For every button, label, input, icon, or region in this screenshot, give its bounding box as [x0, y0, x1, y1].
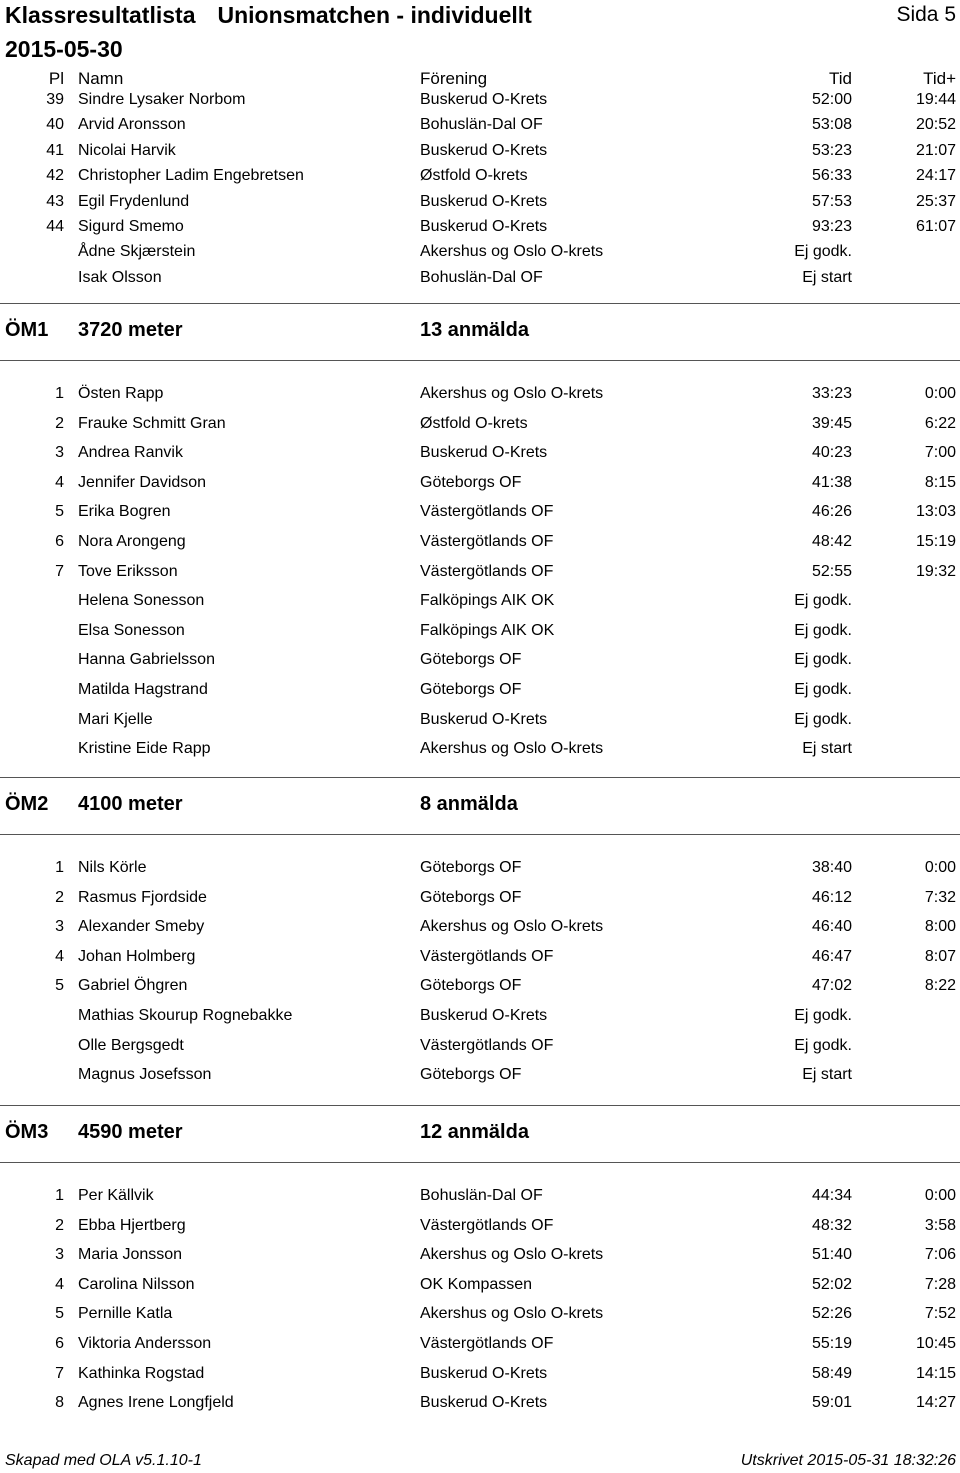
- cell-name: Rasmus Fjordside: [78, 888, 207, 906]
- cell-place: 6: [55, 1335, 64, 1352]
- cell-club: Akershus og Oslo O-krets: [420, 243, 604, 261]
- cell-name: Erika Bogren: [78, 503, 171, 521]
- result-row: [0, 413, 960, 435]
- cell-time: Ej godk.: [794, 651, 852, 669]
- cell-time-behind: 8:15: [924, 473, 956, 491]
- cell-time: 41:38: [811, 473, 852, 491]
- cell-name: Sindre Lysaker Norbom: [78, 91, 246, 108]
- result-row: [0, 442, 960, 464]
- cell-name: Kathinka Rogstad: [78, 1364, 205, 1382]
- column-header-name: Namn: [78, 69, 124, 88]
- cell-club: Buskerud O-Krets: [420, 91, 548, 108]
- cell-club: Bohuslän-Dal OF: [420, 116, 543, 134]
- cell-time: 51:40: [811, 1246, 852, 1264]
- cell-place: 6: [55, 533, 64, 550]
- cell-time: 46:40: [811, 918, 852, 936]
- cell-time: 52:26: [811, 1305, 852, 1323]
- cell-time: 33:23: [811, 385, 852, 402]
- cell-club: Göteborgs OF: [420, 681, 522, 698]
- result-row: [0, 1363, 960, 1385]
- cell-time: Ej start: [802, 740, 852, 758]
- column-header-place: Pl: [48, 69, 64, 88]
- cell-time-behind: 14:15: [915, 1364, 956, 1382]
- cell-time-behind: 19:32: [915, 562, 956, 580]
- cell-time-behind: 8:00: [924, 918, 956, 936]
- result-row: [0, 472, 960, 494]
- cell-place: 3: [55, 444, 64, 462]
- cell-name: Agnes Irene Longfjeld: [78, 1394, 234, 1412]
- result-row: [0, 383, 960, 405]
- cell-club: Västergötlands OF: [420, 562, 554, 580]
- cell-club: Göteborgs OF: [420, 977, 522, 995]
- cell-place: 4: [55, 473, 64, 491]
- cell-time: 53:08: [811, 116, 852, 134]
- result-row: [0, 191, 960, 213]
- cell-club: Akershus og Oslo O-krets: [420, 1246, 604, 1264]
- class-name: ÖM3: [5, 1121, 49, 1143]
- entry-count: 8 anmälda: [420, 793, 518, 815]
- cell-place: 3: [55, 918, 64, 936]
- result-row: [0, 561, 960, 583]
- column-header-time: Tid: [829, 69, 852, 88]
- page-number: Sida 5: [896, 3, 956, 26]
- result-row: [0, 590, 960, 612]
- cell-club: Falköpings AIK OK: [420, 592, 555, 610]
- cell-name: Magnus Josefsson: [78, 1066, 212, 1084]
- class-header: [0, 303, 960, 361]
- cell-name: Alexander Smeby: [78, 918, 205, 936]
- result-row: [0, 114, 960, 136]
- cell-time: Ej godk.: [794, 710, 852, 728]
- cell-club: Akershus og Oslo O-krets: [420, 1305, 604, 1323]
- cell-place: 41: [46, 141, 64, 159]
- result-row: [0, 165, 960, 187]
- result-row: [0, 1392, 960, 1414]
- cell-place: 8: [55, 1394, 64, 1412]
- result-row: [0, 679, 960, 701]
- cell-name: Pernille Katla: [78, 1305, 173, 1323]
- cell-time: 57:53: [811, 192, 852, 210]
- cell-club: Buskerud O-Krets: [420, 710, 548, 728]
- cell-name: Carolina Nilsson: [78, 1275, 195, 1293]
- cell-place: 40: [46, 116, 64, 134]
- cell-time: 46:12: [811, 888, 852, 906]
- cell-club: Østfold O-krets: [420, 414, 528, 432]
- cell-club: Buskerud O-Krets: [420, 1007, 548, 1024]
- entry-count: 13 anmälda: [420, 319, 529, 341]
- course-length: 4590 meter: [78, 1121, 183, 1143]
- cell-time-behind: 15:19: [915, 533, 956, 550]
- result-row: [0, 1035, 960, 1057]
- result-row: [0, 857, 960, 879]
- cell-name: Olle Bergsgedt: [78, 1036, 184, 1054]
- cell-name: Östen Rapp: [78, 385, 164, 402]
- cell-name: Kristine Eide Rapp: [78, 740, 211, 758]
- cell-time: 52:00: [811, 91, 852, 108]
- cell-name: Ebba Hjertberg: [78, 1216, 186, 1234]
- result-row: [0, 1303, 960, 1325]
- cell-place: 39: [46, 91, 64, 108]
- cell-time-behind: 0:00: [924, 1187, 956, 1204]
- cell-place: 2: [55, 888, 64, 906]
- cell-time-behind: 0:00: [924, 859, 956, 876]
- result-row: [0, 1215, 960, 1237]
- cell-time-behind: 7:00: [924, 444, 956, 462]
- result-row: [0, 709, 960, 731]
- cell-time-behind: 61:07: [915, 218, 956, 235]
- result-row: [0, 531, 960, 553]
- cell-time-behind: 21:07: [915, 141, 956, 159]
- cell-place: 2: [55, 1216, 64, 1234]
- cell-club: Buskerud O-Krets: [420, 1364, 548, 1382]
- cell-name: Jennifer Davidson: [78, 473, 207, 491]
- cell-name: Gabriel Öhgren: [78, 977, 188, 995]
- result-row: [0, 1244, 960, 1266]
- cell-time-behind: 7:06: [924, 1246, 956, 1264]
- result-row: [0, 975, 960, 997]
- cell-club: Akershus og Oslo O-krets: [420, 385, 604, 402]
- cell-club: Västergötlands OF: [420, 1216, 554, 1234]
- cell-time: Ej godk.: [794, 621, 852, 639]
- cell-time-behind: 10:45: [915, 1335, 956, 1352]
- footer-printed: Utskrivet 2015-05-31 18:32:26: [740, 1452, 956, 1469]
- result-row: [0, 140, 960, 162]
- course-length: 4100 meter: [78, 793, 183, 815]
- cell-place: 5: [55, 977, 64, 995]
- cell-place: 1: [55, 1187, 64, 1204]
- result-row: [0, 887, 960, 909]
- cell-time: Ej godk.: [794, 592, 852, 610]
- class-header: [0, 777, 960, 835]
- cell-club: Østfold O-krets: [420, 167, 528, 185]
- cell-club: Bohuslän-Dal OF: [420, 268, 543, 286]
- page-title: [5, 2, 532, 29]
- cell-club: Västergötlands OF: [420, 503, 554, 521]
- result-row: [0, 738, 960, 760]
- cell-place: 2: [55, 414, 64, 432]
- result-row: [0, 241, 960, 263]
- cell-name: Helena Sonesson: [78, 592, 205, 610]
- cell-name: Andrea Ranvik: [78, 444, 183, 462]
- column-header-club: Förening: [420, 69, 488, 88]
- cell-club: Göteborgs OF: [420, 859, 522, 876]
- cell-name: Per Källvik: [78, 1187, 154, 1204]
- cell-time: 46:26: [811, 503, 852, 521]
- cell-name: Elsa Sonesson: [78, 621, 185, 639]
- cell-time-behind: 19:44: [915, 91, 956, 108]
- cell-name: Hanna Gabrielsson: [78, 651, 215, 669]
- cell-place: 3: [55, 1246, 64, 1264]
- event-name: Unionsmatchen - individuellt: [217, 2, 532, 28]
- column-header-row: [0, 69, 960, 91]
- cell-place: 43: [46, 192, 64, 210]
- cell-club: Västergötlands OF: [420, 1335, 554, 1352]
- cell-place: 7: [55, 562, 64, 580]
- cell-time: 58:49: [811, 1364, 852, 1382]
- cell-name: Nora Arongeng: [78, 533, 186, 550]
- cell-time-behind: 7:32: [924, 888, 956, 906]
- result-row: [0, 1064, 960, 1086]
- cell-place: 4: [55, 1275, 64, 1293]
- cell-name: Mathias Skourup Rognebakke: [78, 1007, 293, 1024]
- cell-time-behind: 8:07: [924, 947, 956, 965]
- cell-place: 44: [46, 218, 64, 235]
- class-name: ÖM1: [5, 319, 49, 341]
- cell-time-behind: 7:28: [924, 1275, 956, 1293]
- cell-time-behind: 14:27: [915, 1394, 956, 1412]
- cell-name: Viktoria Andersson: [78, 1335, 212, 1352]
- cell-time-behind: 7:52: [924, 1305, 956, 1323]
- cell-time: 52:02: [811, 1275, 852, 1293]
- cell-time-behind: 20:52: [915, 116, 956, 134]
- cell-time: 59:01: [811, 1394, 852, 1412]
- cell-time: 40:23: [811, 444, 852, 462]
- cell-time: 46:47: [811, 947, 852, 965]
- cell-time-behind: 8:22: [924, 977, 956, 995]
- footer-software: Skapad med OLA v5.1.10-1: [5, 1452, 202, 1469]
- cell-place: 7: [55, 1364, 64, 1382]
- cell-club: Falköpings AIK OK: [420, 621, 555, 639]
- cell-time: 52:55: [811, 562, 852, 580]
- cell-name: Tove Eriksson: [78, 562, 178, 580]
- cell-time: 47:02: [811, 977, 852, 995]
- cell-club: Buskerud O-Krets: [420, 141, 548, 159]
- result-row: [0, 649, 960, 671]
- cell-time-behind: 3:58: [924, 1216, 956, 1234]
- cell-place: 4: [55, 947, 64, 965]
- entry-count: 12 anmälda: [420, 1121, 529, 1143]
- cell-time: 56:33: [811, 167, 852, 185]
- cell-club: Göteborgs OF: [420, 888, 522, 906]
- cell-name: Mari Kjelle: [78, 710, 153, 728]
- cell-time: 38:40: [811, 859, 852, 876]
- cell-time: 53:23: [811, 141, 852, 159]
- cell-club: Buskerud O-Krets: [420, 192, 548, 210]
- cell-club: Bohuslän-Dal OF: [420, 1187, 543, 1204]
- result-row: [0, 916, 960, 938]
- cell-name: Egil Frydenlund: [78, 192, 190, 210]
- cell-club: Västergötlands OF: [420, 947, 554, 965]
- result-row: [0, 1185, 960, 1207]
- result-row: [0, 267, 960, 289]
- cell-club: Buskerud O-Krets: [420, 444, 548, 462]
- cell-club: Göteborgs OF: [420, 473, 522, 491]
- class-header: [0, 1105, 960, 1163]
- cell-place: 42: [46, 167, 64, 185]
- cell-club: Västergötlands OF: [420, 533, 554, 550]
- cell-place: 1: [55, 385, 64, 402]
- cell-club: Västergötlands OF: [420, 1036, 554, 1054]
- cell-place: 5: [55, 1305, 64, 1323]
- cell-time: Ej godk.: [794, 1036, 852, 1054]
- cell-club: OK Kompassen: [420, 1275, 533, 1293]
- cell-time: 44:34: [811, 1187, 852, 1204]
- cell-time: 39:45: [811, 414, 852, 432]
- cell-name: Johan Holmberg: [78, 947, 196, 965]
- result-row: [0, 946, 960, 968]
- cell-time: Ej start: [802, 1066, 852, 1084]
- cell-time-behind: 24:17: [915, 167, 956, 185]
- result-row: [0, 501, 960, 523]
- cell-time: Ej start: [802, 268, 852, 286]
- result-row: [0, 1333, 960, 1355]
- cell-time-behind: 0:00: [924, 385, 956, 402]
- cell-time: Ej godk.: [794, 243, 852, 261]
- cell-time: 48:42: [811, 533, 852, 550]
- cell-time-behind: 25:37: [915, 192, 956, 210]
- cell-place: 5: [55, 503, 64, 521]
- cell-name: Christopher Ladim Engebretsen: [78, 167, 304, 185]
- class-name: ÖM2: [5, 793, 49, 815]
- cell-club: Akershus og Oslo O-krets: [420, 740, 604, 758]
- result-row: [0, 89, 960, 111]
- course-length: 3720 meter: [78, 319, 183, 341]
- cell-name: Frauke Schmitt Gran: [78, 414, 226, 432]
- cell-name: Matilda Hagstrand: [78, 681, 208, 698]
- cell-name: Maria Jonsson: [78, 1246, 183, 1264]
- cell-time-behind: 13:03: [915, 503, 956, 521]
- cell-place: 1: [55, 859, 64, 876]
- result-row: [0, 1005, 960, 1027]
- result-row: [0, 216, 960, 238]
- cell-name: Isak Olsson: [78, 268, 162, 286]
- cell-name: Arvid Aronsson: [78, 116, 186, 134]
- cell-club: Göteborgs OF: [420, 651, 522, 669]
- cell-club: Göteborgs OF: [420, 1066, 522, 1084]
- cell-time: 55:19: [811, 1335, 852, 1352]
- cell-time: Ej godk.: [794, 1007, 852, 1024]
- column-header-time-behind: Tid+: [923, 69, 956, 88]
- result-row: [0, 620, 960, 642]
- cell-name: Nicolai Harvik: [78, 141, 176, 159]
- cell-time: 93:23: [811, 218, 852, 235]
- result-row: [0, 1274, 960, 1296]
- cell-time-behind: 6:22: [924, 414, 956, 432]
- event-date: 2015-05-30: [5, 36, 123, 62]
- cell-name: Ådne Skjærstein: [78, 243, 196, 261]
- cell-club: Buskerud O-Krets: [420, 1394, 548, 1412]
- cell-time: 48:32: [811, 1216, 852, 1234]
- list-title: Klassresultatlista: [5, 2, 196, 28]
- cell-time: Ej godk.: [794, 681, 852, 698]
- cell-club: Buskerud O-Krets: [420, 218, 548, 235]
- cell-club: Akershus og Oslo O-krets: [420, 918, 604, 936]
- cell-name: Nils Körle: [78, 859, 147, 876]
- cell-name: Sigurd Smemo: [78, 218, 184, 235]
